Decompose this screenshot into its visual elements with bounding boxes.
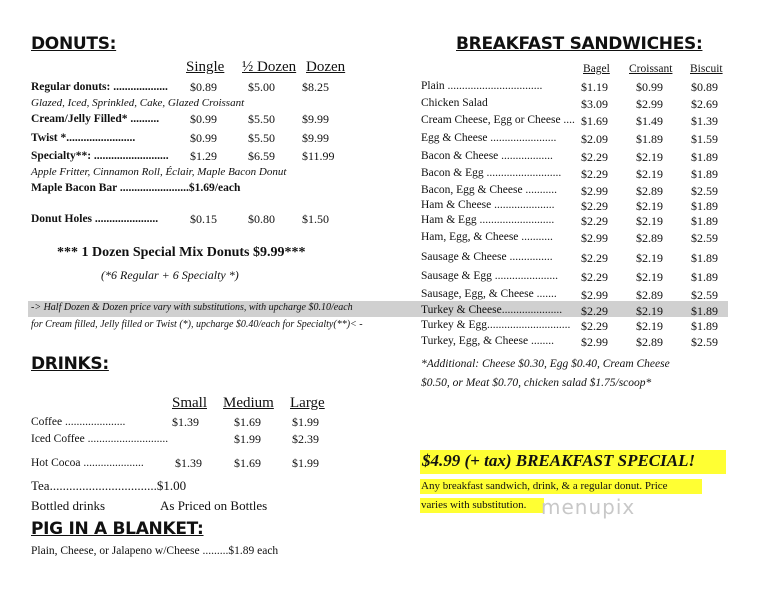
sandwich-turkey-cheese-biscuit: $1.89 <box>691 304 718 318</box>
sandwich-turkey-egg-croissant: $2.19 <box>636 319 663 333</box>
sandwich-turkey-cheese-croissant: $2.19 <box>636 304 663 318</box>
sandwich-ham-egg-bagel: $2.29 <box>581 214 608 228</box>
sandwich-bacon-cheese-biscuit: $1.89 <box>691 150 718 164</box>
sandwich-turkey-egg-cheese-croissant: $2.89 <box>636 335 663 349</box>
additional-note-1: *Additional: Cheese $0.30, Egg $0.40, Cream Cheese <box>421 358 670 370</box>
sandwich-turkey-cheese-bagel: $2.29 <box>581 304 608 318</box>
donut-regular-half: $5.00 <box>248 80 275 94</box>
donut-specialty-half: $6.59 <box>248 149 275 163</box>
donut-cream-dozen: $9.99 <box>302 112 329 126</box>
sandwich-ham-cheese-biscuit: $1.89 <box>691 199 718 213</box>
sandwich-bacon-egg-label: Bacon & Egg .......................... <box>421 167 562 179</box>
sandwich-ham-egg-cheese-bagel: $2.99 <box>581 231 608 245</box>
donut-holes-single: $0.15 <box>190 212 217 226</box>
sandwich-turkey-egg-biscuit: $1.89 <box>691 319 718 333</box>
sandwich-bacon-egg-biscuit: $1.89 <box>691 167 718 181</box>
sandwich-cream-cheese-egg-or-cheese-label: Cream Cheese, Egg or Cheese .... <box>421 114 575 126</box>
sandwich-turkey-egg-label: Turkey & Egg............................. <box>421 319 571 331</box>
sandwich-sausage-egg-cheese-croissant: $2.89 <box>636 288 663 302</box>
drink-cocoa-large: $1.99 <box>292 456 319 470</box>
sandwiches-heading: BREAKFAST SANDWICHES: <box>456 34 703 54</box>
drink-cocoa-label: Hot Cocoa ..................... <box>31 457 144 469</box>
sandwich-cream-cheese-egg-or-cheese-bagel: $1.69 <box>581 114 608 128</box>
donut-twist-label: Twist *........................ <box>31 132 136 144</box>
substitution-note-2: for Cream filled, Jelly filled or Twist (*), upcharge $0.40/each for Specialty(**)< - <box>31 319 363 330</box>
sandwich-ham-cheese-bagel: $2.29 <box>581 199 608 213</box>
sandwich-sausage-egg-cheese-biscuit: $2.59 <box>691 288 718 302</box>
sandwich-ham-egg-biscuit: $1.89 <box>691 214 718 228</box>
drinks-col-large: Large <box>290 395 325 411</box>
sandwich-egg-cheese-biscuit: $1.59 <box>691 132 718 146</box>
sandwich-bacon-egg-cheese-bagel: $2.99 <box>581 184 608 198</box>
sandwich-bacon-cheese-croissant: $2.19 <box>636 150 663 164</box>
special-mix-sub: (*6 Regular + 6 Specialty *) <box>101 268 239 282</box>
menupix-watermark: menupix <box>541 495 636 519</box>
sandwich-cream-cheese-egg-or-cheese-croissant: $1.49 <box>636 114 663 128</box>
sandwich-plain-biscuit: $0.89 <box>691 80 718 94</box>
donut-twist-single: $0.99 <box>190 131 217 145</box>
drink-cocoa-medium: $1.69 <box>234 456 261 470</box>
drink-coffee-large: $1.99 <box>292 415 319 429</box>
drink-iced-label: Iced Coffee ............................ <box>31 433 169 445</box>
drink-coffee-medium: $1.69 <box>234 415 261 429</box>
drink-tea: Tea.................................$1.00 <box>31 478 187 493</box>
sandwich-chicken-salad-biscuit: $2.69 <box>691 97 718 111</box>
sandwich-cream-cheese-egg-or-cheese-biscuit: $1.39 <box>691 114 718 128</box>
drink-coffee-label: Coffee ..................... <box>31 416 126 428</box>
donut-specialty-desc: Apple Fritter, Cinnamon Roll, Éclair, Maple Bacon Donut <box>31 166 287 178</box>
sandwich-ham-egg-cheese-label: Ham, Egg, & Cheese ........... <box>421 231 553 243</box>
donut-holes-dozen: $1.50 <box>302 212 329 226</box>
sandwich-col-bagel: Bagel <box>583 63 610 75</box>
sandwich-egg-cheese-croissant: $1.89 <box>636 132 663 146</box>
donuts-col-dozen: Dozen <box>306 59 346 75</box>
sandwich-sausage-egg-cheese-bagel: $2.99 <box>581 288 608 302</box>
drinks-col-small: Small <box>172 395 208 411</box>
sandwich-turkey-egg-cheese-bagel: $2.99 <box>581 335 608 349</box>
sandwich-egg-cheese-bagel: $2.09 <box>581 132 608 146</box>
sandwich-sausage-cheese-biscuit: $1.89 <box>691 251 718 265</box>
sandwich-turkey-egg-cheese-biscuit: $2.59 <box>691 335 718 349</box>
sandwich-ham-egg-croissant: $2.19 <box>636 214 663 228</box>
additional-note-2: $0.50, or Meat $0.70, chicken salad $1.75/scoop* <box>421 377 652 389</box>
sandwich-bacon-egg-bagel: $2.29 <box>581 167 608 181</box>
donut-specialty-label: Specialty**: .......................... <box>31 150 169 162</box>
sandwich-turkey-cheese-label: Turkey & Cheese..................... <box>421 304 563 316</box>
sandwich-bacon-egg-cheese-biscuit: $2.59 <box>691 184 718 198</box>
donuts-heading: DONUTS: <box>31 34 117 54</box>
sandwich-egg-cheese-label: Egg & Cheese ....................... <box>421 132 557 144</box>
sandwich-bacon-egg-cheese-croissant: $2.89 <box>636 184 663 198</box>
sandwich-chicken-salad-croissant: $2.99 <box>636 97 663 111</box>
donut-regular-dozen: $8.25 <box>302 80 329 94</box>
pig-line: Plain, Cheese, or Jalapeno w/Cheese .........$1.89 each <box>31 545 279 557</box>
sandwich-ham-cheese-label: Ham & Cheese ..................... <box>421 199 555 211</box>
sandwich-plain-label: Plain ................................. <box>421 80 543 92</box>
donut-regular-desc: Glazed, Iced, Sprinkled, Cake, Glazed Croissant <box>31 97 245 109</box>
donut-specialty-single: $1.29 <box>190 149 217 163</box>
drink-iced-large: $2.39 <box>292 432 319 446</box>
sandwich-sausage-cheese-croissant: $2.19 <box>636 251 663 265</box>
sandwich-turkey-egg-bagel: $2.29 <box>581 319 608 333</box>
sandwich-bacon-cheese-label: Bacon & Cheese .................. <box>421 150 553 162</box>
donuts-col-half-dozen: ½ Dozen <box>242 59 297 75</box>
donut-cream-half: $5.50 <box>248 112 275 126</box>
drink-bottled-label: Bottled drinks <box>31 498 106 513</box>
donut-regular-label: Regular donuts: ................... <box>31 81 168 93</box>
sandwich-sausage-egg-biscuit: $1.89 <box>691 270 718 284</box>
sandwich-col-croissant: Croissant <box>629 63 673 75</box>
donut-holes-half: $0.80 <box>248 212 275 226</box>
sandwich-sausage-cheese-label: Sausage & Cheese ............... <box>421 251 553 263</box>
sandwich-ham-cheese-croissant: $2.19 <box>636 199 663 213</box>
special-mix-line: *** 1 Dozen Special Mix Donuts $9.99*** <box>57 245 306 260</box>
pig-heading: PIG IN A BLANKET: <box>31 519 204 539</box>
donut-regular-single: $0.89 <box>190 80 217 94</box>
sandwich-sausage-egg-label: Sausage & Egg ...................... <box>421 270 559 282</box>
special-line2: varies with substitution. <box>421 499 527 511</box>
donut-cream-label: Cream/Jelly Filled* .......... <box>31 113 160 125</box>
donut-maple-bacon: Maple Bacon Bar ........................$1.69/each <box>31 182 241 194</box>
sandwich-bacon-egg-cheese-label: Bacon, Egg & Cheese ........... <box>421 184 558 196</box>
sandwich-ham-egg-label: Ham & Egg .......................... <box>421 214 555 226</box>
sandwich-ham-egg-cheese-biscuit: $2.59 <box>691 231 718 245</box>
substitution-note-1: -> Half Dozen & Dozen price vary with substitutions, with upcharge $0.10/each <box>31 302 353 313</box>
donut-twist-dozen: $9.99 <box>302 131 329 145</box>
drink-cocoa-small: $1.39 <box>175 456 202 470</box>
drink-coffee-small: $1.39 <box>172 415 199 429</box>
sandwich-plain-bagel: $1.19 <box>581 80 608 94</box>
sandwich-sausage-egg-cheese-label: Sausage, Egg, & Cheese ....... <box>421 288 557 300</box>
sandwich-ham-egg-cheese-croissant: $2.89 <box>636 231 663 245</box>
donut-twist-half: $5.50 <box>248 131 275 145</box>
sandwich-bacon-egg-croissant: $2.19 <box>636 167 663 181</box>
sandwich-chicken-salad-bagel: $3.09 <box>581 97 608 111</box>
drinks-col-medium: Medium <box>223 395 274 411</box>
drink-iced-medium: $1.99 <box>234 432 261 446</box>
sandwich-sausage-egg-croissant: $2.19 <box>636 270 663 284</box>
donuts-col-single: Single <box>186 59 225 75</box>
drink-bottled-value: As Priced on Bottles <box>160 498 268 513</box>
sandwich-col-biscuit: Biscuit <box>690 63 723 75</box>
sandwich-plain-croissant: $0.99 <box>636 80 663 94</box>
sandwich-turkey-egg-cheese-label: Turkey, Egg, & Cheese ........ <box>421 335 554 347</box>
sandwich-sausage-egg-bagel: $2.29 <box>581 270 608 284</box>
donut-specialty-dozen: $11.99 <box>302 149 335 163</box>
sandwich-chicken-salad-label: Chicken Salad <box>421 97 488 109</box>
donut-holes-label: Donut Holes ...................... <box>31 213 159 225</box>
drinks-heading: DRINKS: <box>31 354 109 374</box>
donut-cream-single: $0.99 <box>190 112 217 126</box>
special-line1: Any breakfast sandwich, drink, & a regular donut. Price <box>421 480 668 492</box>
sandwich-sausage-cheese-bagel: $2.29 <box>581 251 608 265</box>
special-title: $4.99 (+ tax) BREAKFAST SPECIAL! <box>422 451 696 470</box>
sandwich-bacon-cheese-bagel: $2.29 <box>581 150 608 164</box>
